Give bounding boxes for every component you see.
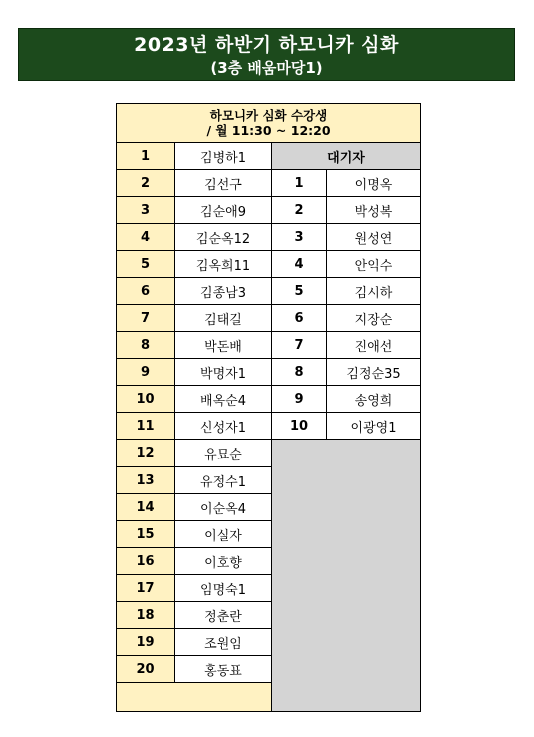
- page-title: 2023년 하반기 하모니카 심화: [134, 34, 399, 56]
- waitlist-name: 원성연: [327, 224, 421, 251]
- student-name: 박돈배: [175, 332, 272, 359]
- student-number: 2: [117, 170, 175, 197]
- table-row: [117, 359, 421, 386]
- student-name: 이호향: [175, 548, 272, 575]
- table-header-title: 하모니카 심화 수강생: [209, 108, 328, 123]
- student-name: 김태길: [175, 305, 272, 332]
- student-number: 1: [117, 143, 175, 170]
- waitlist-name: 진애선: [327, 332, 421, 359]
- student-number: 7: [117, 305, 175, 332]
- student-number: 4: [117, 224, 175, 251]
- table-row: [117, 413, 421, 440]
- waitlist-number: 5: [272, 278, 327, 305]
- waitlist-number: 6: [272, 305, 327, 332]
- waitlist-number: 2: [272, 197, 327, 224]
- student-number: 9: [117, 359, 175, 386]
- student-name: 신성자1: [175, 413, 272, 440]
- waitlist-number: 9: [272, 386, 327, 413]
- student-name: 박명자1: [175, 359, 272, 386]
- student-name: 조원임: [175, 629, 272, 656]
- student-number: 6: [117, 278, 175, 305]
- waitlist-empty-area: [272, 440, 421, 712]
- waitlist-name: 이광영1: [327, 413, 421, 440]
- student-name: 이순옥4: [175, 494, 272, 521]
- student-number: 13: [117, 467, 175, 494]
- student-name: 유정수1: [175, 467, 272, 494]
- table-row: [117, 170, 421, 197]
- student-number: 15: [117, 521, 175, 548]
- student-number: 19: [117, 629, 175, 656]
- student-name: 김종남3: [175, 278, 272, 305]
- waitlist-name: 송영희: [327, 386, 421, 413]
- waitlist-name: 이명옥: [327, 170, 421, 197]
- student-name: 이실자: [175, 521, 272, 548]
- waitlist-number: 7: [272, 332, 327, 359]
- student-number: 20: [117, 656, 175, 683]
- table-row: [117, 278, 421, 305]
- waitlist-name: 지장순: [327, 305, 421, 332]
- table-row: [117, 305, 421, 332]
- empty-cell: [117, 683, 272, 712]
- student-name: 유묘순: [175, 440, 272, 467]
- student-name: 홍동표: [175, 656, 272, 683]
- waitlist-number: 10: [272, 413, 327, 440]
- table-row: [117, 332, 421, 359]
- table-header-schedule: / 월 11:30 ~ 12:20: [206, 123, 331, 138]
- student-number: 5: [117, 251, 175, 278]
- student-number: 8: [117, 332, 175, 359]
- waitlist-name: 김정순35: [327, 359, 421, 386]
- student-name: 김옥희11: [175, 251, 272, 278]
- waitlist-name: 박성복: [327, 197, 421, 224]
- student-name: 배옥순4: [175, 386, 272, 413]
- student-name: 김순옥12: [175, 224, 272, 251]
- table-row: [117, 143, 421, 170]
- waitlist-title: 대기자: [272, 143, 421, 170]
- waitlist-number: 1: [272, 170, 327, 197]
- roster-table: [116, 103, 421, 712]
- student-number: 11: [117, 413, 175, 440]
- student-name: 정춘란: [175, 602, 272, 629]
- waitlist-number: 4: [272, 251, 327, 278]
- table-row: [117, 386, 421, 413]
- student-number: 12: [117, 440, 175, 467]
- table-header: [117, 104, 421, 143]
- student-name: 임명숙1: [175, 575, 272, 602]
- table-row: [117, 224, 421, 251]
- student-number: 17: [117, 575, 175, 602]
- page-subtitle: (3층 배움마당1): [210, 59, 323, 77]
- student-number: 14: [117, 494, 175, 521]
- table-row: [117, 197, 421, 224]
- table-row: [117, 251, 421, 278]
- table-row: [117, 440, 421, 467]
- student-name: 김순애9: [175, 197, 272, 224]
- title-banner: [18, 28, 515, 81]
- student-name: 김병하1: [175, 143, 272, 170]
- student-number: 10: [117, 386, 175, 413]
- student-number: 18: [117, 602, 175, 629]
- student-number: 16: [117, 548, 175, 575]
- student-number: 3: [117, 197, 175, 224]
- waitlist-name: 안익수: [327, 251, 421, 278]
- waitlist-number: 3: [272, 224, 327, 251]
- waitlist-number: 8: [272, 359, 327, 386]
- student-name: 김선구: [175, 170, 272, 197]
- waitlist-name: 김시하: [327, 278, 421, 305]
